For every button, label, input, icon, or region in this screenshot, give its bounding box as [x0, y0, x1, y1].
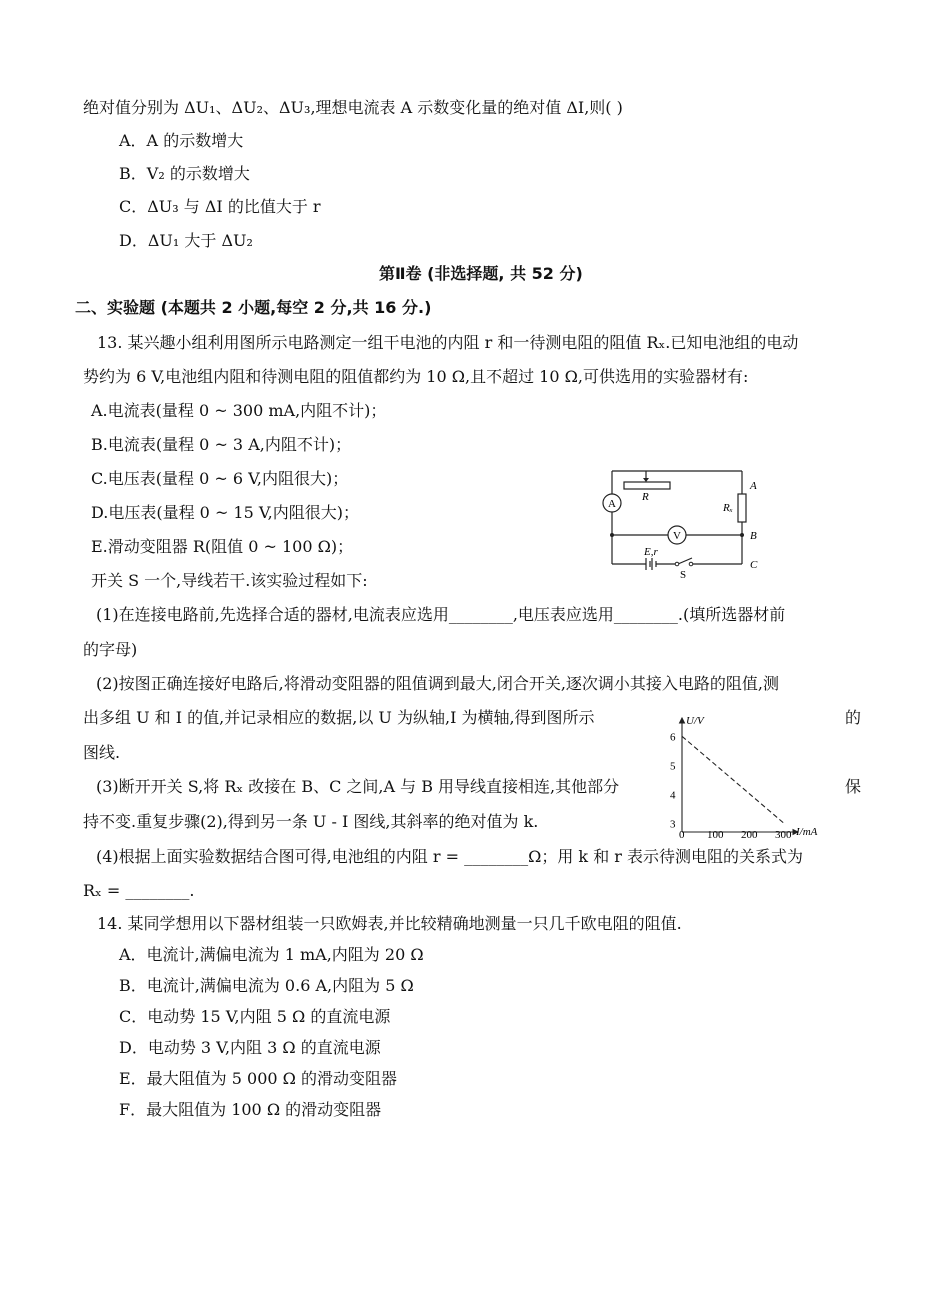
q14-option-b: B．电流计,满偏电流为 0.6 A,内阻为 5 Ω	[119, 976, 414, 995]
label-r: R	[642, 491, 649, 503]
q14-option-c: C．电动势 15 V,内阻 5 Ω 的直流电源	[119, 1007, 391, 1026]
y-tick-label: 6	[670, 731, 676, 744]
rheostat-icon	[624, 482, 670, 489]
x-tick-label: 300	[775, 829, 792, 841]
q13-part2-line1: (2)按图正确连接好电路后,将滑动变阻器的阻值调到最大,闭合开关,逐次调小其接入电路的阻值,测	[96, 674, 780, 693]
q13-equipment-c: C.电压表(量程 0 ~ 6 V,内阻很大)；	[91, 469, 349, 488]
q13-part2-line2-tail: 的	[845, 708, 862, 727]
x-axis-label: I/mA	[796, 826, 818, 838]
label-s: S	[680, 569, 687, 581]
q13-stem-line2: 势约为 6 V,电池组内阻和待测电阻的阻值都约为 10 Ω,且不超过 10 Ω,可供选用的实验器材有:	[83, 367, 749, 386]
q12-option-c: C．ΔU₃ 与 ΔI 的比值大于 r	[119, 197, 321, 216]
section-heading: 二、实验题 (本题共 2 小题,每空 2 分,共 16 分.)	[75, 298, 432, 317]
data-line	[682, 736, 784, 823]
y-tick-label: 4	[670, 789, 676, 802]
ui-graph	[660, 712, 836, 842]
q14-option-e: E．最大阻值为 5 000 Ω 的滑动变阻器	[119, 1069, 398, 1088]
q13-part2-line2: 出多组 U 和 I 的值,并记录相应的数据,以 U 为纵轴,I 为横轴,得到图所示	[83, 708, 595, 727]
label-rx: Rₓ	[723, 502, 733, 514]
q14-option-a: A．电流计,满偏电流为 1 mA,内阻为 20 Ω	[119, 945, 424, 964]
x-tick-label: 100	[707, 829, 724, 841]
q13-part3-line1-tail: 保	[845, 777, 862, 796]
q14-stem: 14. 某同学想用以下器材组装一只欧姆表,并比较精确地测量一只几千欧电阻的阻值.	[97, 914, 682, 933]
q14-option-f: F．最大阻值为 100 Ω 的滑动变阻器	[119, 1100, 382, 1119]
voltmeter-label: V	[673, 530, 681, 542]
circuit-svg	[596, 464, 772, 584]
volume-title: 第Ⅱ卷 (非选择题, 共 52 分)	[379, 264, 583, 283]
ammeter-label: A	[608, 498, 616, 510]
q13-equipment-e: E.滑动变阻器 R(阻值 0 ~ 100 Ω)；	[91, 537, 354, 556]
q13-part1-line2: 的字母)	[83, 640, 138, 659]
q13-part3-line2: 持不变.重复步骤(2),得到另一条 U - I 图线,其斜率的绝对值为 k.	[83, 812, 539, 831]
q13-equipment-b: B.电流表(量程 0 ~ 3 A,内阻不计)；	[91, 435, 352, 454]
q13-part2-line3: 图线.	[83, 743, 121, 762]
label-er: E,r	[644, 546, 658, 558]
y-tick-label: 5	[670, 760, 676, 773]
label-b: B	[750, 530, 757, 542]
graph-svg	[660, 712, 836, 842]
label-a: A	[750, 480, 757, 492]
y-axis-label: U/V	[686, 715, 704, 727]
q13-part1-line1: (1)在连接电路前,先选择合适的器材,电流表应选用________,电压表应选用________.(填所选器材前	[96, 605, 786, 624]
battery-icon	[646, 558, 656, 570]
x-tick-label: 0	[679, 829, 685, 841]
label-c: C	[750, 559, 758, 571]
q12-intro: 绝对值分别为 ΔU₁、ΔU₂、ΔU₃,理想电流表 A 示数变化量的绝对值 ΔI,则( )	[83, 98, 623, 117]
q13-equipment-d: D.电压表(量程 0 ~ 15 V,内阻很大)；	[91, 503, 359, 522]
q13-part3-line1: (3)断开开关 S,将 Rₓ 改接在 B、C 之间,A 与 B 用导线直接相连,其他部分	[96, 777, 620, 796]
switch-icon	[675, 562, 679, 566]
q13-equipment-a: A.电流表(量程 0 ~ 300 mA,内阻不计)；	[91, 401, 387, 420]
q12-option-b: B．V₂ 的示数增大	[119, 164, 250, 183]
q13-stem-line1: 13. 某兴趣小组利用图所示电路测定一组干电池的内阻 r 和一待测电阻的阻值 Rₓ.已知电池组的电动	[97, 333, 799, 352]
q14-option-d: D．电动势 3 V,内阻 3 Ω 的直流电源	[119, 1038, 381, 1057]
x-tick-label: 200	[741, 829, 758, 841]
q13-part4-line1: (4)根据上面实验数据结合图可得,电池组的内阻 r = ________Ω；用 k 和 r 表示待测电阻的关系式为	[96, 847, 804, 866]
q12-option-a: A．A 的示数增大	[119, 131, 244, 150]
y-tick-label: 3	[670, 818, 676, 831]
resistor-rx-icon	[738, 494, 746, 522]
circuit-diagram	[596, 464, 772, 584]
q12-option-d: D．ΔU₁ 大于 ΔU₂	[119, 231, 253, 250]
q13-part4-line2: Rₓ = ________.	[83, 881, 195, 900]
q13-switch-line: 开关 S 一个,导线若干.该实验过程如下:	[91, 571, 368, 590]
